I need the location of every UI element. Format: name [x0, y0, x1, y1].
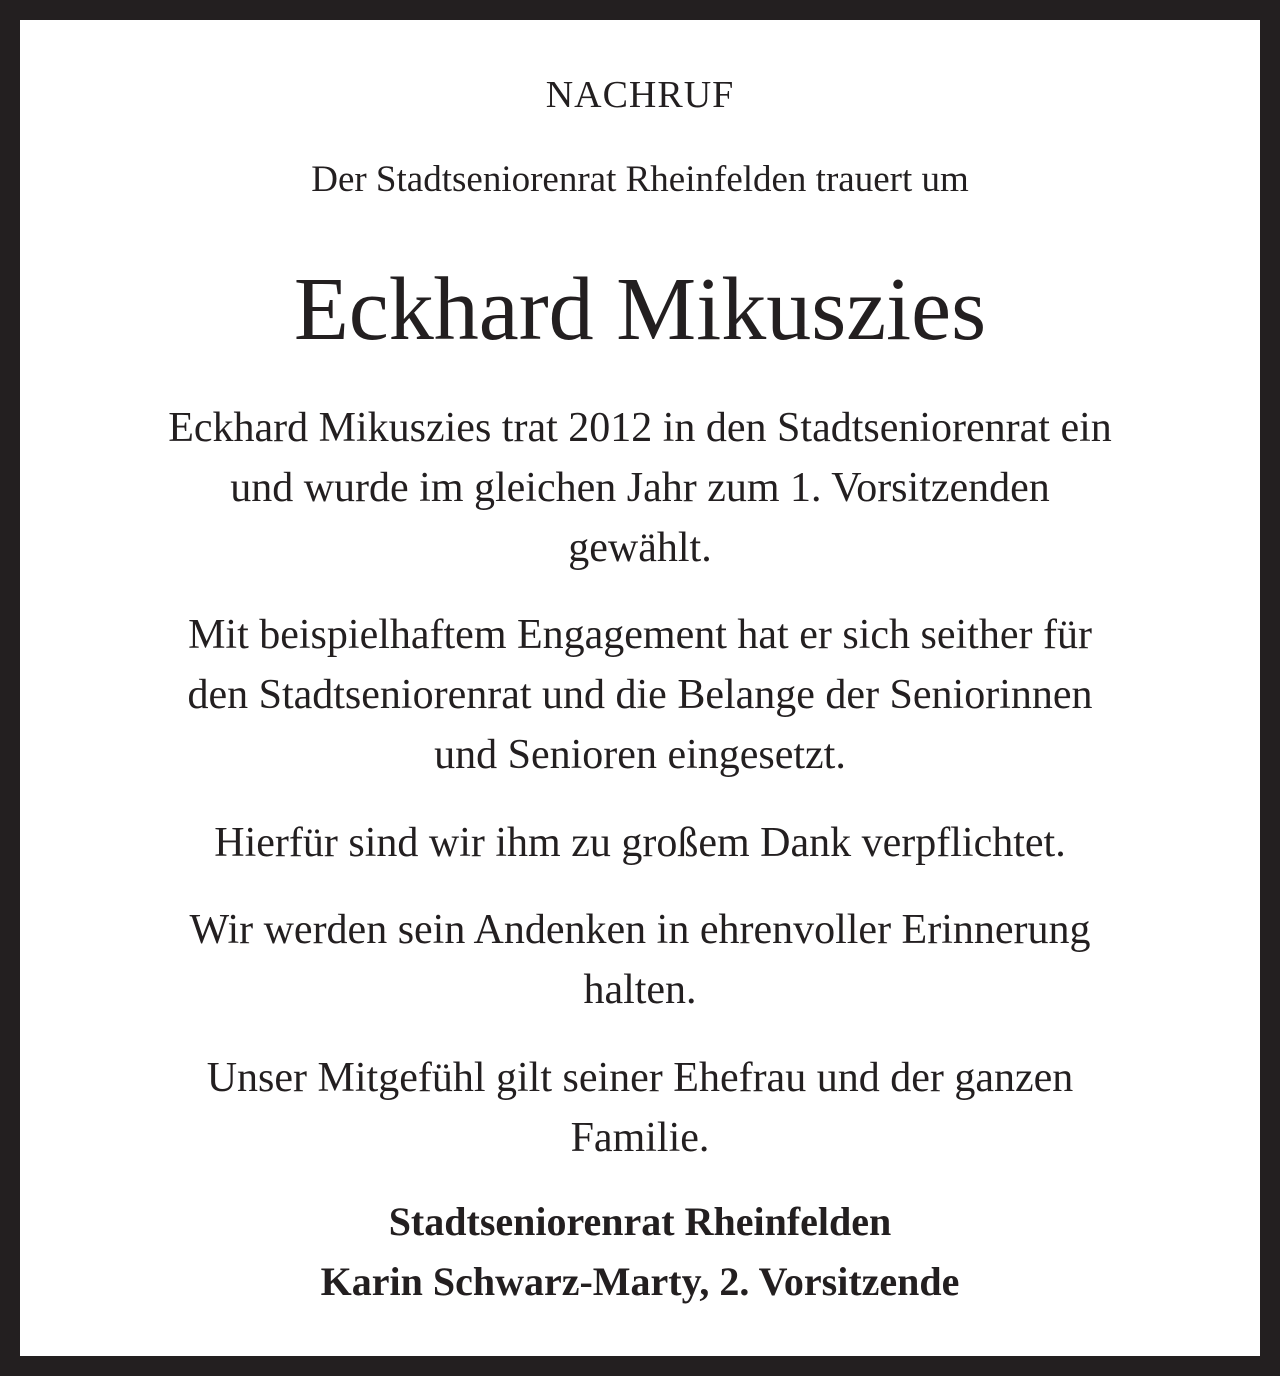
- deceased-name: Eckhard Mikuszies: [293, 260, 987, 359]
- paragraph-1-line: Eckhard Mikuszies trat 2012 in den Stadtseniorenrat ein: [168, 405, 1112, 451]
- paragraph-1-line: gewählt.: [568, 525, 712, 571]
- paragraph-4-line: Wir werden sein Andenken in ehrenvoller Erinnerung: [189, 907, 1091, 953]
- paragraph-2-line: den Stadtseniorenrat und die Belange der Seniorinnen: [187, 672, 1093, 718]
- signature-person: Karin Schwarz-Marty, 2. Vorsitzende: [320, 1259, 960, 1304]
- paragraph-1-line: und wurde im gleichen Jahr zum 1. Vorsitzenden: [230, 465, 1050, 511]
- obituary-notice: [20, 20, 1260, 1356]
- paragraph-4-line: halten.: [583, 967, 697, 1013]
- paragraph-2-line: und Senioren eingesetzt.: [434, 732, 846, 778]
- paragraph-2-line: Mit beispielhaftem Engagement hat er sich seither für: [188, 612, 1092, 658]
- heading: NACHRUF: [545, 74, 735, 116]
- intro-line: Der Stadtseniorenrat Rheinfelden trauert um: [311, 159, 969, 200]
- paragraph-5-line: Familie.: [570, 1115, 710, 1161]
- signature-organization: Stadtseniorenrat Rheinfelden: [388, 1199, 892, 1244]
- paragraph-3-line: Hierfür sind wir ihm zu großem Dank verpflichtet.: [214, 820, 1066, 866]
- paragraph-5-line: Unser Mitgefühl gilt seiner Ehefrau und der ganzen: [206, 1055, 1074, 1101]
